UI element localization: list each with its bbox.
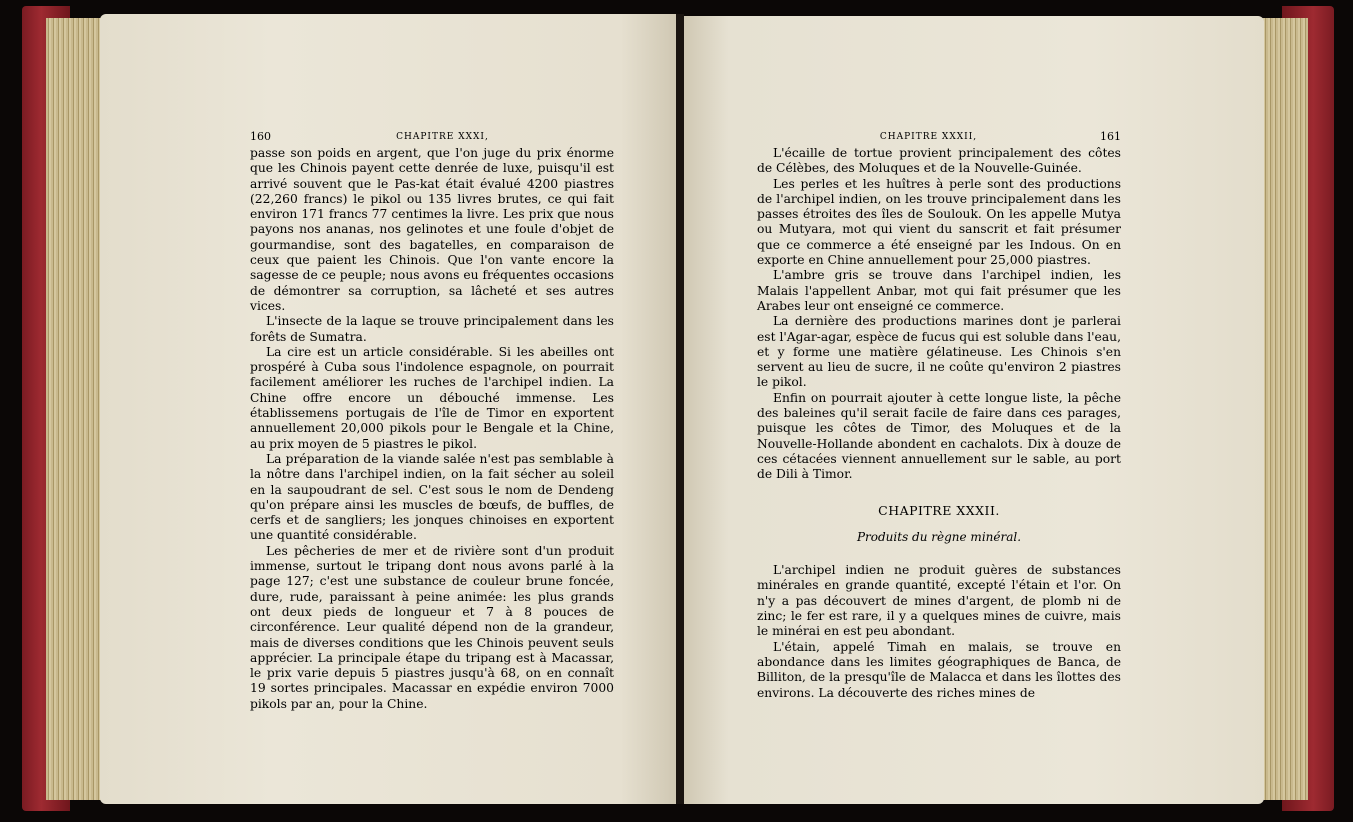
left-page-text	[250, 130, 614, 712]
right-running-header: CHAPITRE XXXII,	[879, 132, 978, 142]
page-edges-left	[46, 18, 104, 800]
left-paragraph: La préparation de la viande salée n'est pas semblable à la nôtre dans l'archipel indien, on la fait sécher au soleil en la saupoudrant de sel. C'est sous le nom de Dendeng qu'on prépare ainsi les muscles de bœufs, de buffles, de cerfs et de sangliers; les jonques chinoises en exportent une quantité considérable.	[250, 451, 614, 543]
chapter-title: CHAPITRE XXXII.	[878, 502, 1000, 518]
left-page-number: 160	[250, 130, 271, 143]
right-page-header	[757, 130, 1121, 144]
chapter-paragraph: L'étain, appelé Timah en malais, se trouve en abondance dans les limites géographiques de Banca, de Billiton, de la presqu'île de Malacca et dans les îlottes des environs. La découverte des riches mines de	[757, 639, 1121, 700]
page-edges-right	[1258, 18, 1308, 800]
left-paragraph: passe son poids en argent, que l'on juge du prix énorme que les Chinois payent cette denrée de luxe, puisqu'il est arrivé souvent que le Pas-kat était évalué 4200 piastres (22,260 francs) le pikol ou 135 livres brutes, ce qui fait environ 171 francs 77 centimes la livre. Les prix que nous payons nos ananas, nos gelinotes et une foule d'objet de gourmandise, sont des bagatelles, en comparaison de ceux que paient les Chinois. Que l'on vante encore la sagesse de ce peuple; nous avons eu fréquentes occasions de démontrer sa corruption, sa lâcheté et ses autres vices.	[250, 146, 614, 313]
right-paragraph: Les perles et les huîtres à perle sont des productions de l'archipel indien, on les trouve principalement dans les passes étroites des îles de Soulouk. On les appelle Mutya ou Mutyara, mot qui vient du sanscrit et fait présumer que ce commerce a été enseigné par les Indous. On en exporte en Chine annuellement pour 25,000 piastres.	[757, 176, 1121, 268]
right-page-number: 161	[1100, 130, 1121, 143]
chapter-subtitle: Produits du règne minéral.	[856, 529, 1022, 544]
book-gutter	[676, 14, 684, 804]
left-page-header	[250, 130, 614, 144]
right-paragraph: Enfin on pourrait ajouter à cette longue liste, la pêche des baleines qu'il serait facile de faire dans ces parages, puisque les côtes de Timor, des Moluques et de la Nouvelle-Hollande abondent en cachalots. Dix à douze de ces cétacées viennent annuellement sur le sable, au port de Dili à Timor.	[757, 390, 1121, 482]
right-paragraph: L'écaille de tortue provient principalement des côtes de Célèbes, des Moluques et de la Nouvelle-Guinée.	[757, 146, 1121, 176]
left-paragraph: L'insecte de la laque se trouve principalement dans les forêts de Sumatra.	[250, 314, 614, 344]
right-paragraph: L'ambre gris se trouve dans l'archipel indien, les Malais l'appellent Anbar, mot qui fait présumer que les Arabes leur ont enseigné ce commerce.	[757, 268, 1121, 313]
left-running-header: CHAPITRE XXXI,	[396, 132, 489, 142]
right-paragraph: La dernière des productions marines dont je parlerai est l'Agar-agar, espèce de fucus qui est soluble dans l'eau, et y forme une matière gélatineuse. Les Chinois s'en servent au lieu de sucre, il ne coûte qu'environ 2 piastres le pikol.	[757, 314, 1121, 390]
left-paragraph: La cire est un article considérable. Si les abeilles ont prospéré à Cuba sous l'indolence espagnole, on pourrait facilement améliorer les ruches de l'archipel indien. La Chine offre encore un débouché immense. Les établissemens portugais de l'île de Timor en exportent annuellement 20,000 pikols pour le Bengale et la Chine, au prix moyen de 5 piastres le pikol.	[250, 344, 614, 451]
chapter-paragraph: L'archipel indien ne produit guères de substances minérales en grande quantité, excepté l'étain et l'or. On n'y a pas découvert de mines d'argent, de plomb ni de zinc; le fer est rare, il y a quelques mines de cuivre, mais le minérai en est peu abondant.	[757, 563, 1121, 639]
right-page-text	[757, 130, 1121, 701]
left-paragraph: Les pêcheries de mer et de rivière sont d'un produit immense, surtout le tripang dont nous avons parlé à la page 127; c'est une substance de couleur brune foncée, dure, rude, paraissant à peine animée: les plus grands ont deux pieds de longueur et 7 à 8 pouces de circonférence. Leur qualité dépend non de la grandeur, mais de diverses conditions que les Chinois peuvent seuls apprécier. La principale étape du tripang est à Macassar, le prix varie depuis 5 piastres jusqu'à 68, on en connaît 19 sortes principales. Macassar en expédie environ 7000 pikols par an, pour la Chine.	[250, 543, 614, 711]
